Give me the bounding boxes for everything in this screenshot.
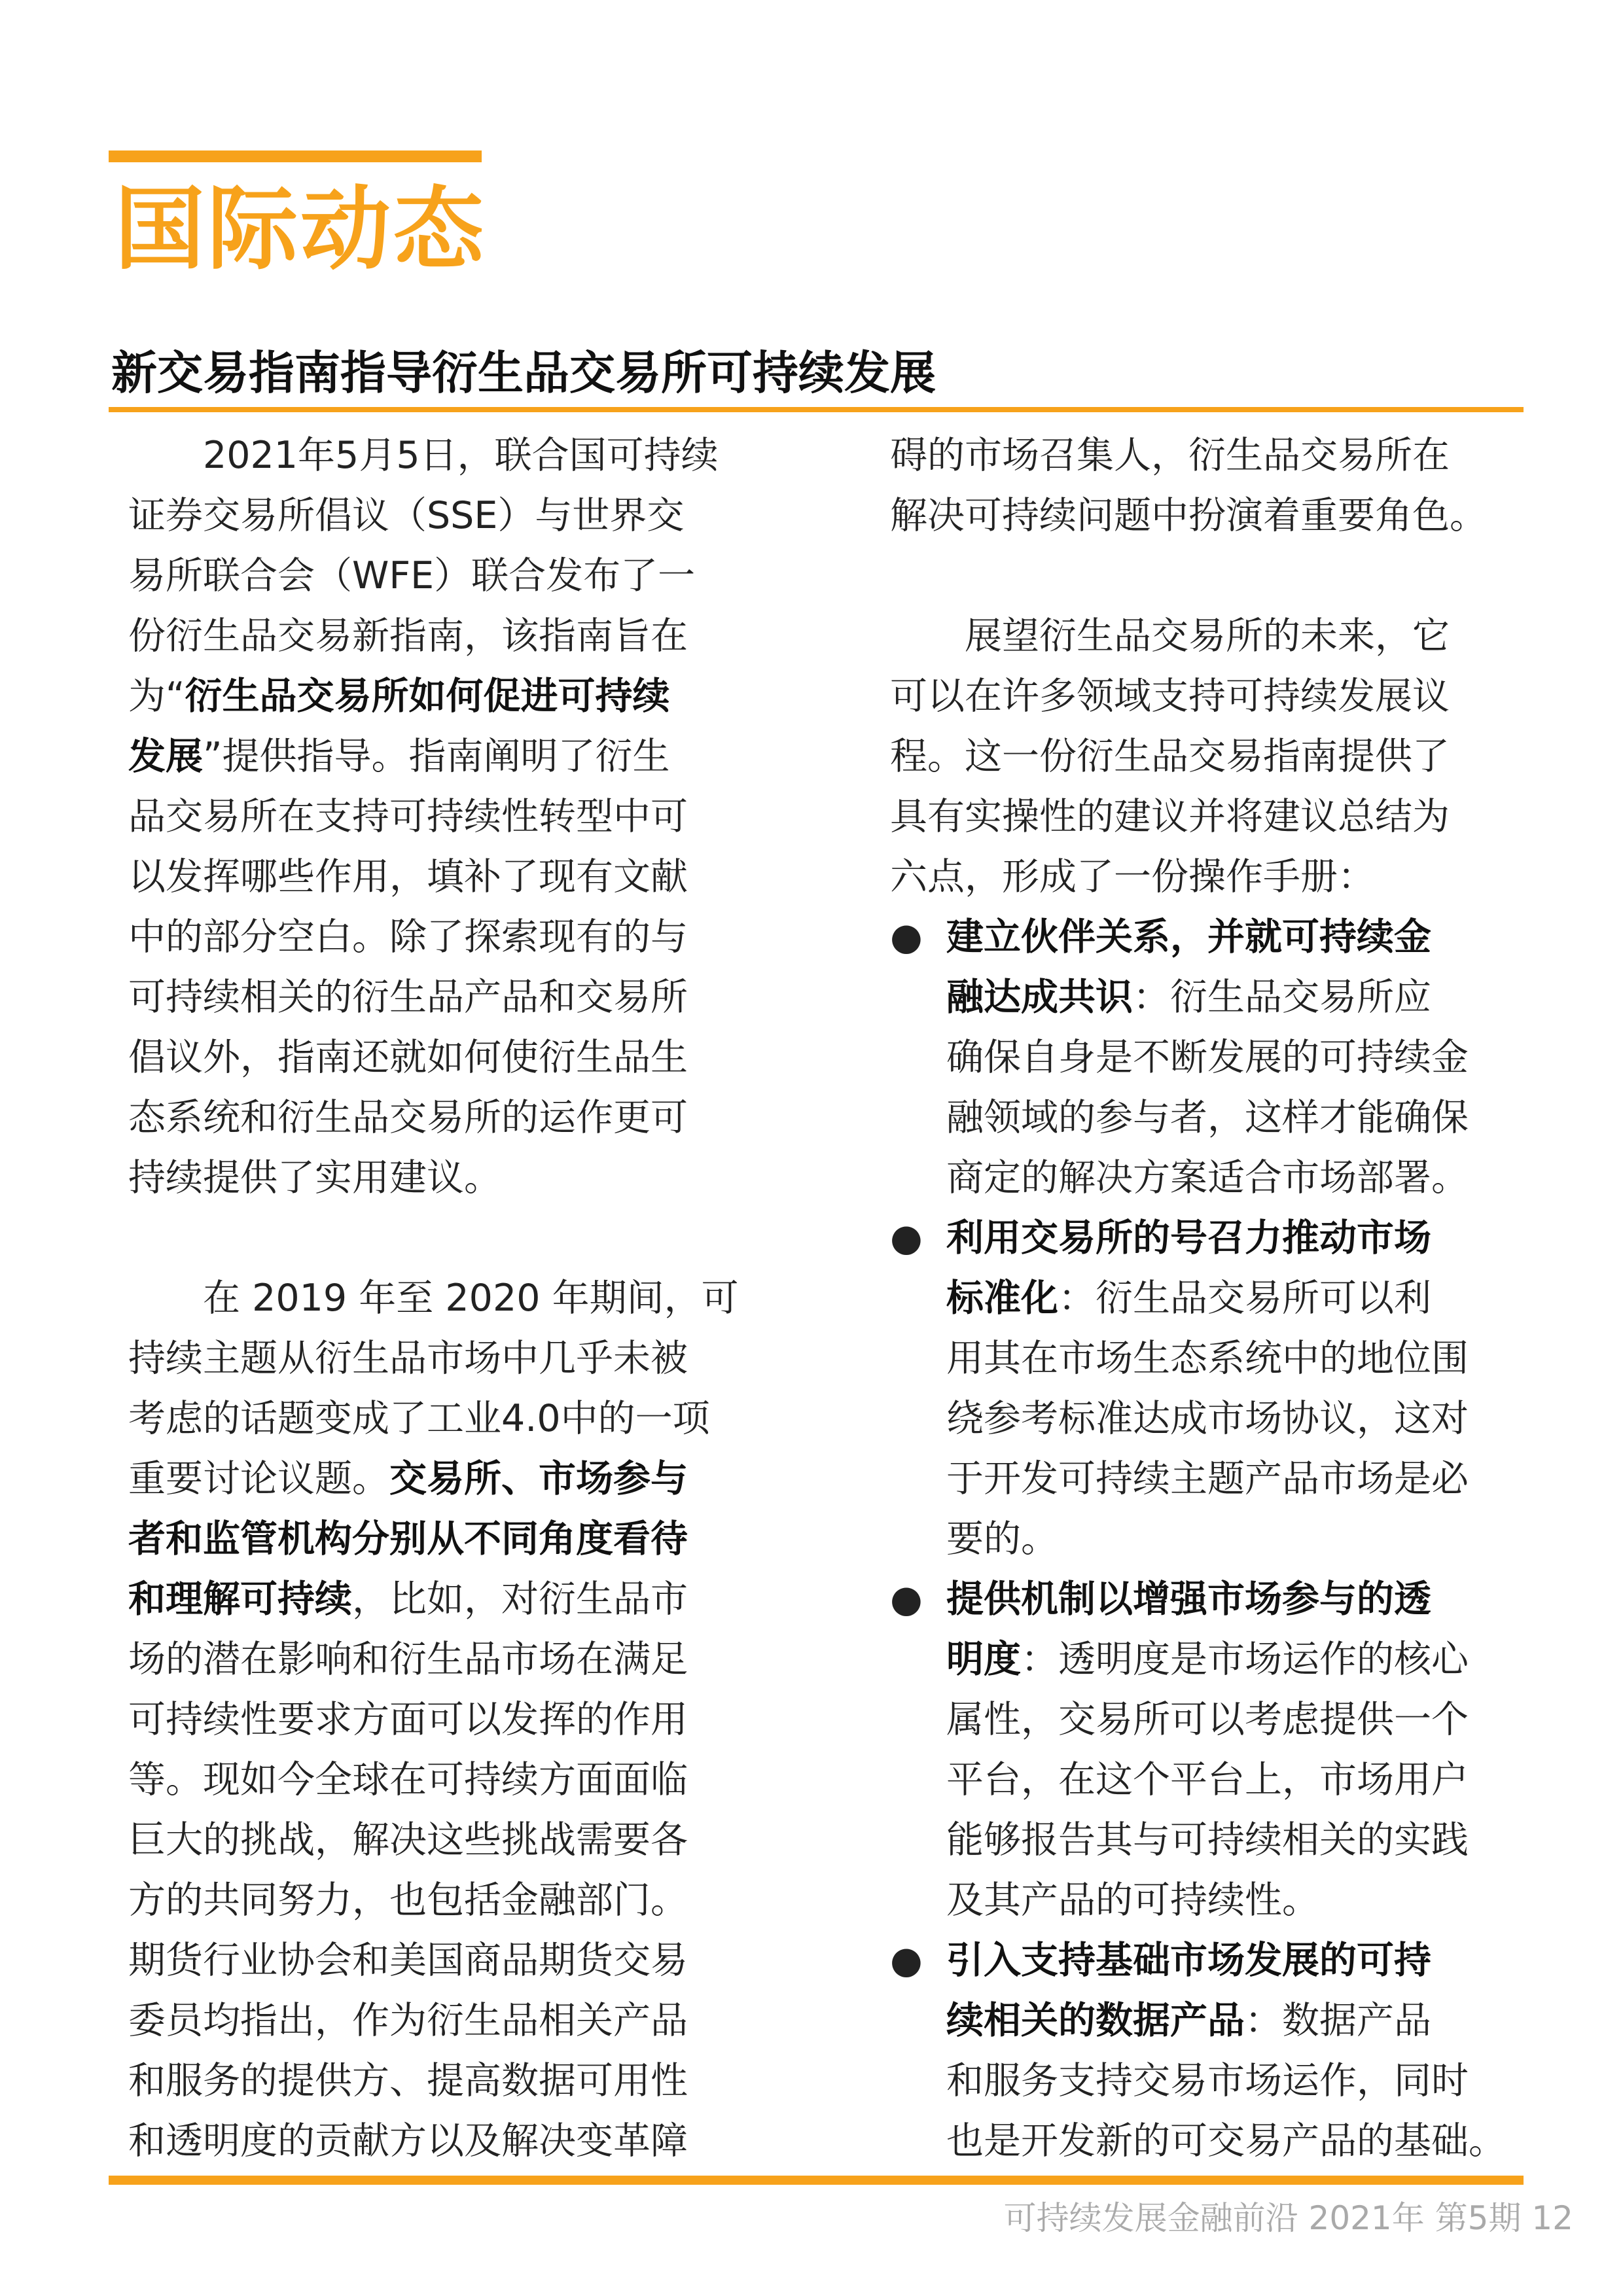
text-line: 考虑的话题变成了工业4.0中的一项 bbox=[128, 1397, 710, 1440]
text-line: 解决可持续问题中扮演着重要角色。 bbox=[890, 494, 1487, 537]
article-title: 新交易指南指导衍生品交易所可持续发展 bbox=[111, 346, 936, 400]
text-line: 可持续性要求方面可以发挥的作用 bbox=[128, 1698, 688, 1741]
text-line: 份衍生品交易新指南，该指南旨在 bbox=[128, 614, 688, 658]
text-fragment: ：衍生品交易所应 bbox=[1133, 976, 1431, 1019]
text-line: 持续主题从衍生品市场中几乎未被 bbox=[128, 1337, 688, 1380]
bold-text: 发展 bbox=[128, 735, 203, 778]
text-line: 及其产品的可持续性。 bbox=[946, 1879, 1319, 1922]
paragraph-gap bbox=[128, 1208, 743, 1268]
text-line: 于开发可持续主题产品市场是必 bbox=[946, 1457, 1469, 1500]
text-line bbox=[946, 1990, 1525, 2051]
text-line: 能够报告其与可持续相关的实践 bbox=[946, 1818, 1469, 1862]
title-divider bbox=[109, 407, 1524, 412]
text-line: 要的。 bbox=[946, 1517, 1058, 1561]
text-fragment: ：数据产品 bbox=[1245, 1999, 1431, 2042]
text-line: 和服务支持交易市场运作，同时 bbox=[946, 2059, 1469, 2102]
top-accent-bar bbox=[109, 150, 482, 162]
text-line bbox=[946, 907, 1525, 967]
text-line: 用其在市场生态系统中的地位围 bbox=[946, 1337, 1469, 1380]
text-line: 巨大的挑战，解决这些挑战需要各 bbox=[128, 1818, 688, 1862]
bold-text: 和理解可持续 bbox=[128, 1578, 352, 1621]
bullet-icon: ● bbox=[890, 915, 923, 959]
text-line: 倡议外，指南还就如何使衍生品生 bbox=[128, 1036, 688, 1079]
text-line bbox=[128, 726, 743, 786]
text-line: 绕参考标准达成市场协议，这对 bbox=[946, 1397, 1469, 1440]
bullet-icon: ● bbox=[890, 1578, 923, 1621]
bold-text: 者和监管机构分别从不同角度看待 bbox=[128, 1517, 688, 1561]
text-fragment: 重要讨论议题。 bbox=[128, 1457, 389, 1500]
page-number: 12 bbox=[1531, 2199, 1573, 2237]
text-line: 平台，在这个平台上，市场用户 bbox=[946, 1758, 1469, 1801]
text-fragment: 为“ bbox=[128, 675, 185, 718]
text-line: 程。这一份衍生品交易指南提供了 bbox=[890, 735, 1450, 778]
right-column bbox=[890, 425, 1525, 2171]
text-line: 等。现如今全球在可持续方面面临 bbox=[128, 1758, 688, 1801]
text-fragment: ：透明度是市场运作的核心 bbox=[1021, 1638, 1469, 1681]
text-line: 期货行业协会和美国商品期货交易 bbox=[128, 1939, 688, 1982]
text-line bbox=[128, 1449, 743, 1509]
text-line bbox=[946, 1268, 1525, 1328]
text-line: 融领域的参与者，这样才能确保 bbox=[946, 1096, 1469, 1139]
bold-text: 明度 bbox=[946, 1638, 1021, 1681]
text-line: 方的共同努力，也包括金融部门。 bbox=[128, 1879, 688, 1922]
paragraph-4 bbox=[890, 606, 1525, 907]
text-line: 展望衍生品交易所的未来，它 bbox=[965, 614, 1450, 658]
paragraph-2 bbox=[128, 1268, 743, 2171]
text-line: 也是开发新的可交易产品的基础。 bbox=[946, 2119, 1506, 2163]
bullet-icon: ● bbox=[890, 1939, 923, 1982]
bold-text: 交易所、市场参与 bbox=[389, 1457, 688, 1500]
text-fragment: ，比如，对衍生品市 bbox=[352, 1578, 688, 1621]
text-line bbox=[128, 666, 743, 726]
text-line: 具有实操性的建议并将建议总结为 bbox=[890, 795, 1450, 838]
text-line: 态系统和衍生品交易所的运作更可 bbox=[128, 1096, 688, 1139]
text-line: 碍的市场召集人，衍生品交易所在 bbox=[890, 434, 1450, 477]
paragraph-1 bbox=[128, 425, 743, 1208]
publication-name: 可持续发展金融前沿 2021年 第5期 bbox=[1003, 2199, 1522, 2237]
text-line: 六点，形成了一份操作手册： bbox=[890, 855, 1375, 898]
text-line: 和透明度的贡献方以及解决变革障 bbox=[128, 2119, 688, 2163]
bold-text: 建立伙伴关系，并就可持续金 bbox=[946, 915, 1431, 959]
text-line: 委员均指出，作为衍生品相关产品 bbox=[128, 1999, 688, 2042]
list-item bbox=[890, 907, 1525, 1208]
text-line: 属性，交易所可以考虑提供一个 bbox=[946, 1698, 1469, 1741]
text-line: 2021年5月5日，联合国可持续 bbox=[203, 434, 719, 477]
text-line bbox=[128, 1569, 743, 1629]
text-line: 可以在许多领域支持可持续发展议 bbox=[890, 675, 1450, 718]
bold-text: 融达成共识 bbox=[946, 976, 1133, 1019]
text-line: 中的部分空白。除了探索现有的与 bbox=[128, 915, 688, 959]
bold-text: 标准化 bbox=[946, 1277, 1058, 1320]
list-item bbox=[890, 1569, 1525, 1930]
text-line: 证券交易所倡议（SSE）与世界交 bbox=[128, 494, 685, 537]
text-line: 在 2019 年至 2020 年期间，可 bbox=[203, 1277, 739, 1320]
text-line bbox=[128, 1509, 743, 1569]
paragraph-3 bbox=[890, 425, 1525, 546]
text-line bbox=[946, 1629, 1525, 1689]
paragraph-gap bbox=[890, 546, 1525, 606]
text-line bbox=[946, 1930, 1525, 1990]
text-line bbox=[946, 1208, 1525, 1268]
bold-text: 引入支持基础市场发展的可持 bbox=[946, 1939, 1431, 1982]
bold-text: 利用交易所的号召力推动市场 bbox=[946, 1216, 1431, 1260]
bullet-icon: ● bbox=[890, 1216, 923, 1260]
text-line: 和服务的提供方、提高数据可用性 bbox=[128, 2059, 688, 2102]
text-line: 可持续相关的衍生品产品和交易所 bbox=[128, 976, 688, 1019]
bold-text: 续相关的数据产品 bbox=[946, 1999, 1245, 2042]
bottom-divider bbox=[109, 2176, 1524, 2185]
bold-text: 衍生品交易所如何促进可持续 bbox=[185, 675, 670, 718]
left-column bbox=[128, 425, 743, 2171]
list-item bbox=[890, 1208, 1525, 1569]
recommendation-list bbox=[890, 907, 1525, 2171]
text-line: 易所联合会（WFE）联合发布了一 bbox=[128, 554, 696, 597]
section-title: 国际动态 bbox=[115, 177, 487, 282]
text-line: 以发挥哪些作用，填补了现有文献 bbox=[128, 855, 688, 898]
text-line: 商定的解决方案适合市场部署。 bbox=[946, 1156, 1469, 1199]
text-line: 确保自身是不断发展的可持续金 bbox=[946, 1036, 1469, 1079]
text-line: 场的潜在影响和衍生品市场在满足 bbox=[128, 1638, 688, 1681]
text-line bbox=[946, 967, 1525, 1027]
text-line: 持续提供了实用建议。 bbox=[128, 1156, 501, 1199]
bold-text: 提供机制以增强市场参与的透 bbox=[946, 1578, 1431, 1621]
text-line bbox=[946, 1569, 1525, 1629]
page-footer bbox=[1004, 2192, 1573, 2239]
text-fragment: ”提供指导。指南阐明了衍生 bbox=[203, 735, 670, 778]
list-item bbox=[890, 1930, 1525, 2171]
text-line: 品交易所在支持可持续性转型中可 bbox=[128, 795, 688, 838]
text-fragment: ：衍生品交易所可以利 bbox=[1058, 1277, 1431, 1320]
